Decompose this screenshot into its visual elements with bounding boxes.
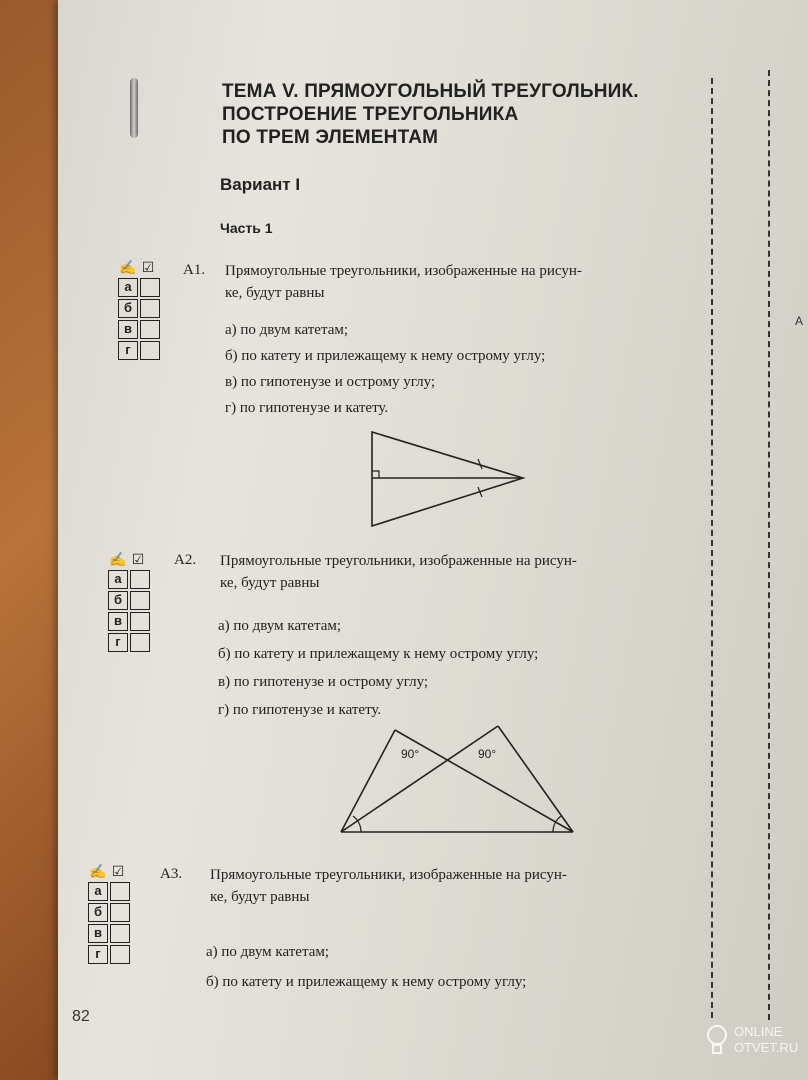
question-line: Прямоугольные треугольники, изображенные на рисун-	[225, 263, 582, 279]
checkbox-icon: ☑	[141, 260, 155, 276]
answer-checkbox[interactable]	[110, 903, 130, 922]
answer-checkbox[interactable]	[110, 882, 130, 901]
question-text	[225, 260, 705, 304]
answer-checkbox[interactable]	[110, 924, 130, 943]
checkbox-icon: ☑	[111, 864, 125, 880]
option-b: б) по катету и прилежащему к нему острому углу;	[218, 646, 539, 662]
lightbulb-icon	[706, 1024, 728, 1060]
answer-letter: в	[118, 320, 138, 339]
answer-checkbox[interactable]	[140, 341, 160, 360]
triangle-side	[341, 726, 498, 832]
answer-letter: г	[88, 945, 108, 964]
answer-letter: а	[108, 570, 128, 589]
question-line: ке, будут равны	[210, 889, 310, 905]
option-g: г) по гипотенузе и катету.	[225, 400, 389, 416]
answer-letter: б	[108, 591, 128, 610]
title-line-3: ПО ТРЕМ ЭЛЕМЕНТАМ	[222, 127, 439, 148]
watermark	[734, 1024, 798, 1056]
answer-checkbox[interactable]	[130, 591, 150, 610]
triangle-outline	[372, 432, 523, 526]
answer-checkbox[interactable]	[140, 278, 160, 297]
pencil-icon: ✍	[89, 864, 107, 880]
option-b: б) по катету и прилежащему к нему острому углу;	[206, 974, 527, 990]
answer-letter: в	[108, 612, 128, 631]
page-number: 82	[72, 1008, 90, 1025]
answer-checkbox[interactable]	[140, 320, 160, 339]
question-line: Прямоугольные треугольники, изображенные на рисун-	[220, 553, 577, 569]
option-a: а) по двум катетам;	[206, 944, 330, 960]
worksheet-page	[58, 0, 808, 1080]
question-line: Прямоугольные треугольники, изображенные на рисун-	[210, 867, 567, 883]
option-b: б) по катету и прилежащему к нему острому углу;	[225, 348, 546, 364]
staple	[130, 78, 138, 138]
angle-label: 90°	[478, 747, 497, 761]
option-v: в) по гипотенузе и острому углу;	[225, 374, 436, 390]
answer-letter: г	[108, 633, 128, 652]
question-text	[210, 864, 710, 908]
answer-letter: б	[118, 299, 138, 318]
answer-box-a1	[118, 258, 160, 362]
answer-box-a2	[108, 550, 150, 654]
triangle-side	[498, 726, 573, 832]
angle-label: 90°	[401, 747, 420, 761]
title-line-1: ТЕМА V. ПРЯМОУГОЛЬНЫЙ ТРЕУГОЛЬНИК.	[222, 81, 639, 102]
option-a: а) по двум катетам;	[218, 618, 342, 634]
topic-title	[222, 80, 639, 149]
answer-checkbox[interactable]	[110, 945, 130, 964]
option-g: г) по гипотенузе и катету.	[218, 702, 382, 718]
part-heading: Часть 1	[220, 220, 273, 236]
answer-checkbox[interactable]	[130, 612, 150, 631]
question-number: А1.	[183, 262, 206, 278]
pencil-icon: ✍	[119, 260, 137, 276]
triangle-side	[395, 730, 573, 832]
right-angle-mark	[372, 471, 379, 478]
answer-letter: а	[88, 882, 108, 901]
watermark-line: OTVET.RU	[734, 1040, 799, 1055]
answer-checkbox[interactable]	[130, 570, 150, 589]
figure-a2	[335, 722, 585, 837]
figure-a1	[360, 425, 540, 535]
question-line: ке, будут равны	[225, 285, 325, 301]
triangle-side	[341, 730, 395, 832]
answer-letter: б	[88, 903, 108, 922]
question-number: А2.	[174, 552, 197, 568]
answer-checkbox[interactable]	[140, 299, 160, 318]
next-page-label: А	[795, 314, 804, 328]
option-a: а) по двум катетам;	[225, 322, 349, 338]
question-text	[220, 550, 700, 594]
cut-line-right	[768, 70, 770, 1020]
cut-line	[711, 78, 713, 1018]
variant-heading: Вариант I	[220, 175, 301, 194]
pencil-icon: ✍	[109, 552, 127, 568]
question-number: А3.	[160, 866, 183, 882]
watermark-line: ONLINE	[734, 1024, 783, 1039]
answer-checkbox[interactable]	[130, 633, 150, 652]
answer-letter: г	[118, 341, 138, 360]
answer-letter: а	[118, 278, 138, 297]
question-line: ке, будут равны	[220, 575, 320, 591]
option-v: в) по гипотенузе и острому углу;	[218, 674, 429, 690]
answer-letter: в	[88, 924, 108, 943]
answer-box-a3	[88, 862, 130, 966]
title-line-2: ПОСТРОЕНИЕ ТРЕУГОЛЬНИКА	[222, 104, 519, 125]
checkbox-icon: ☑	[131, 552, 145, 568]
